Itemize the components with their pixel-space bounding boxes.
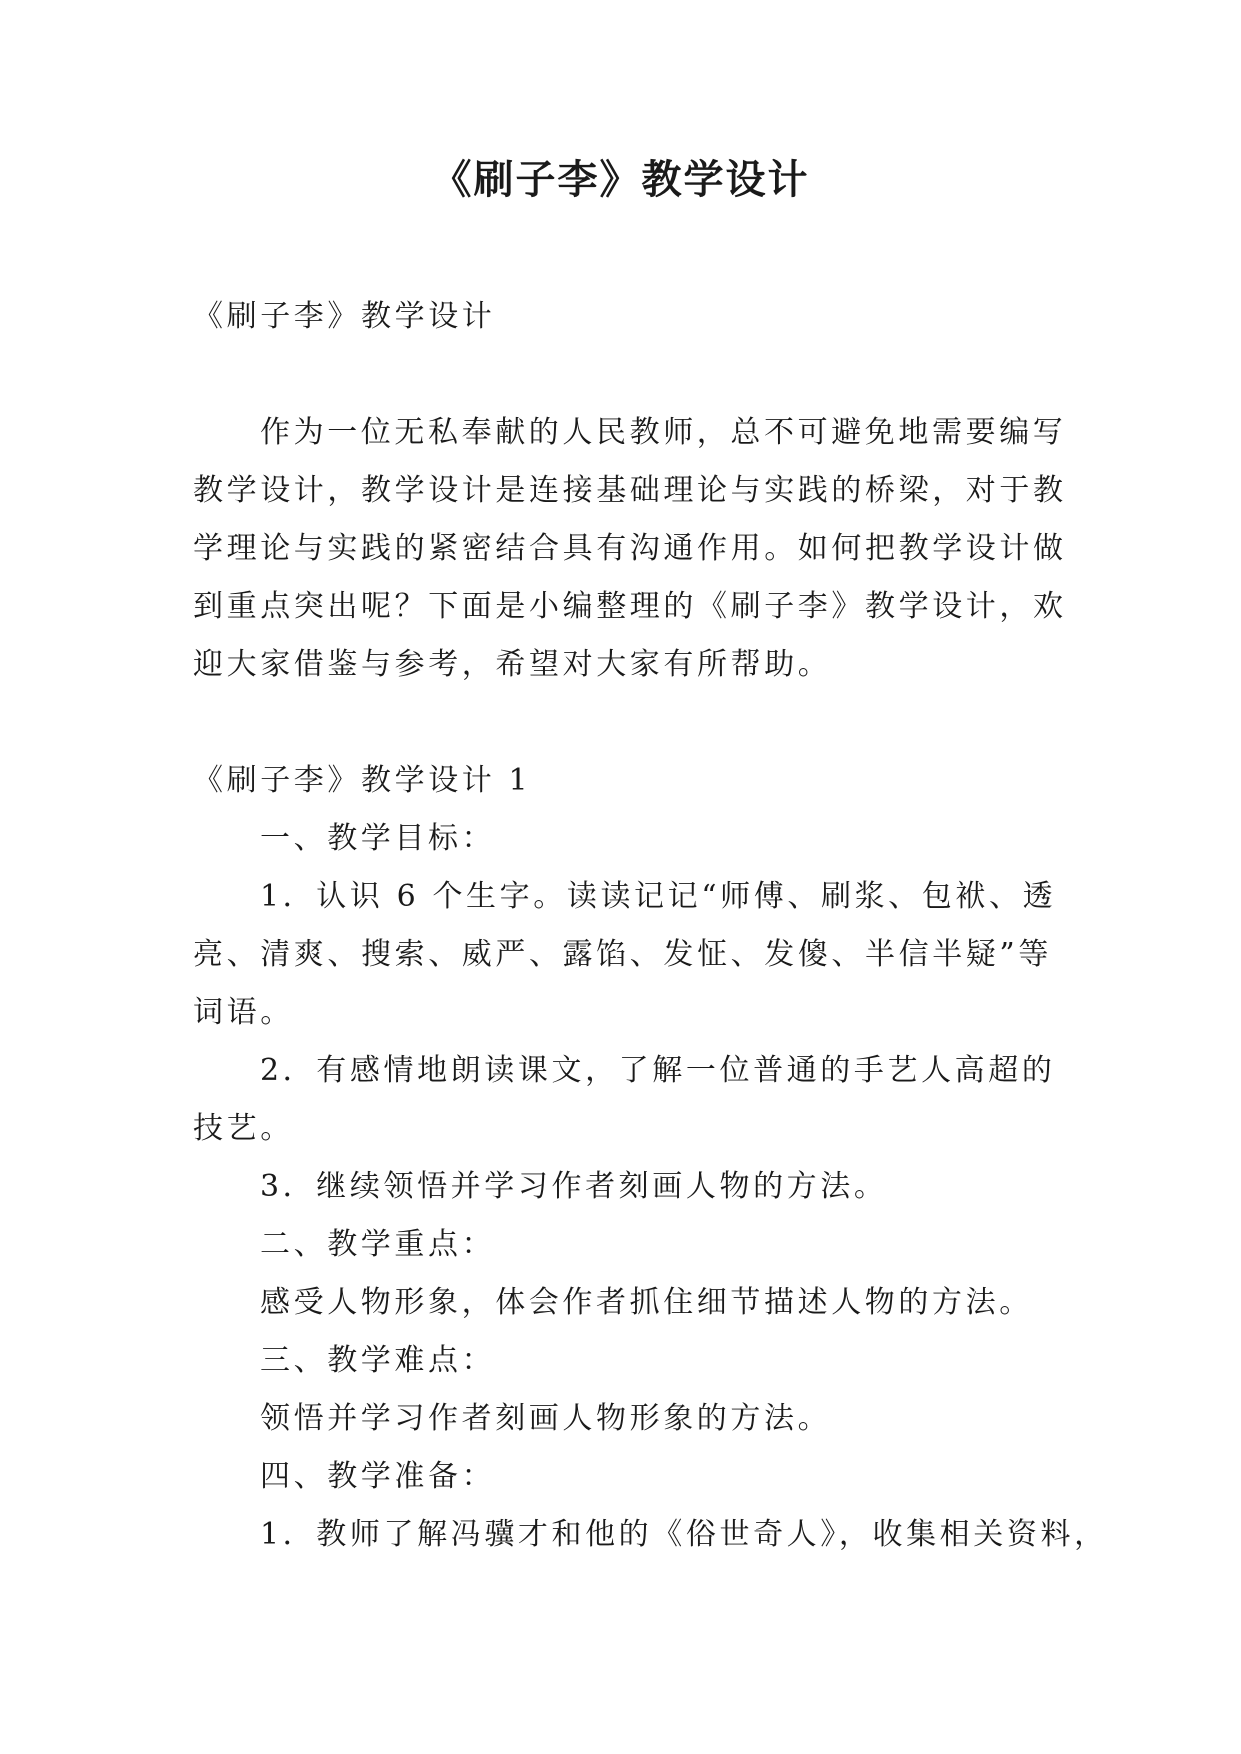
prep-item-1: 1．教师了解冯骥才和他的《俗世奇人》，收集相关资料，	[260, 1517, 1108, 1552]
difficult-text: 领悟并学习作者刻画人物形象的方法。	[260, 1401, 832, 1436]
key-heading: 二、教学重点：	[260, 1227, 496, 1262]
goal-1	[193, 868, 1057, 1042]
goal-line: 1．认识 6 个生字。读读记记“师傅、刷浆、包袱、透	[260, 879, 1057, 914]
difficult-heading: 三、教学难点：	[260, 1343, 496, 1378]
intro-line: 教学设计，教学设计是连接基础理论与实践的桥梁，对于教	[193, 473, 1067, 508]
subtitle: 《刷子李》教学设计	[193, 299, 496, 334]
prep-heading: 四、教学准备：	[260, 1459, 496, 1494]
goal-2	[193, 1042, 1056, 1158]
goal-line: 技艺。	[193, 1111, 294, 1146]
goals-heading: 一、教学目标：	[260, 821, 496, 856]
goal-line: 词语。	[193, 995, 294, 1030]
intro-line: 学理论与实践的紧密结合具有沟通作用。如何把教学设计做	[193, 531, 1067, 566]
goal-3: 3．继续领悟并学习作者刻画人物的方法。	[260, 1169, 888, 1204]
intro-paragraph	[193, 404, 1067, 694]
goal-line: 亮、清爽、搜索、威严、露馅、发怔、发傻、半信半疑”等	[193, 937, 1052, 972]
key-text: 感受人物形象，体会作者抓住细节描述人物的方法。	[260, 1285, 1033, 1320]
document-body	[193, 288, 1108, 1564]
intro-line: 作为一位无私奉献的人民教师，总不可避免地需要编写	[260, 415, 1067, 450]
section-title: 《刷子李》教学设计 1	[193, 763, 532, 798]
intro-line: 到重点突出呢？下面是小编整理的《刷子李》教学设计，欢	[193, 589, 1067, 624]
goal-line: 2．有感情地朗读课文，了解一位普通的手艺人高超的	[260, 1053, 1056, 1088]
intro-line: 迎大家借鉴与参考，希望对大家有所帮助。	[193, 647, 832, 682]
document-title: 《刷子李》教学设计	[431, 157, 810, 203]
